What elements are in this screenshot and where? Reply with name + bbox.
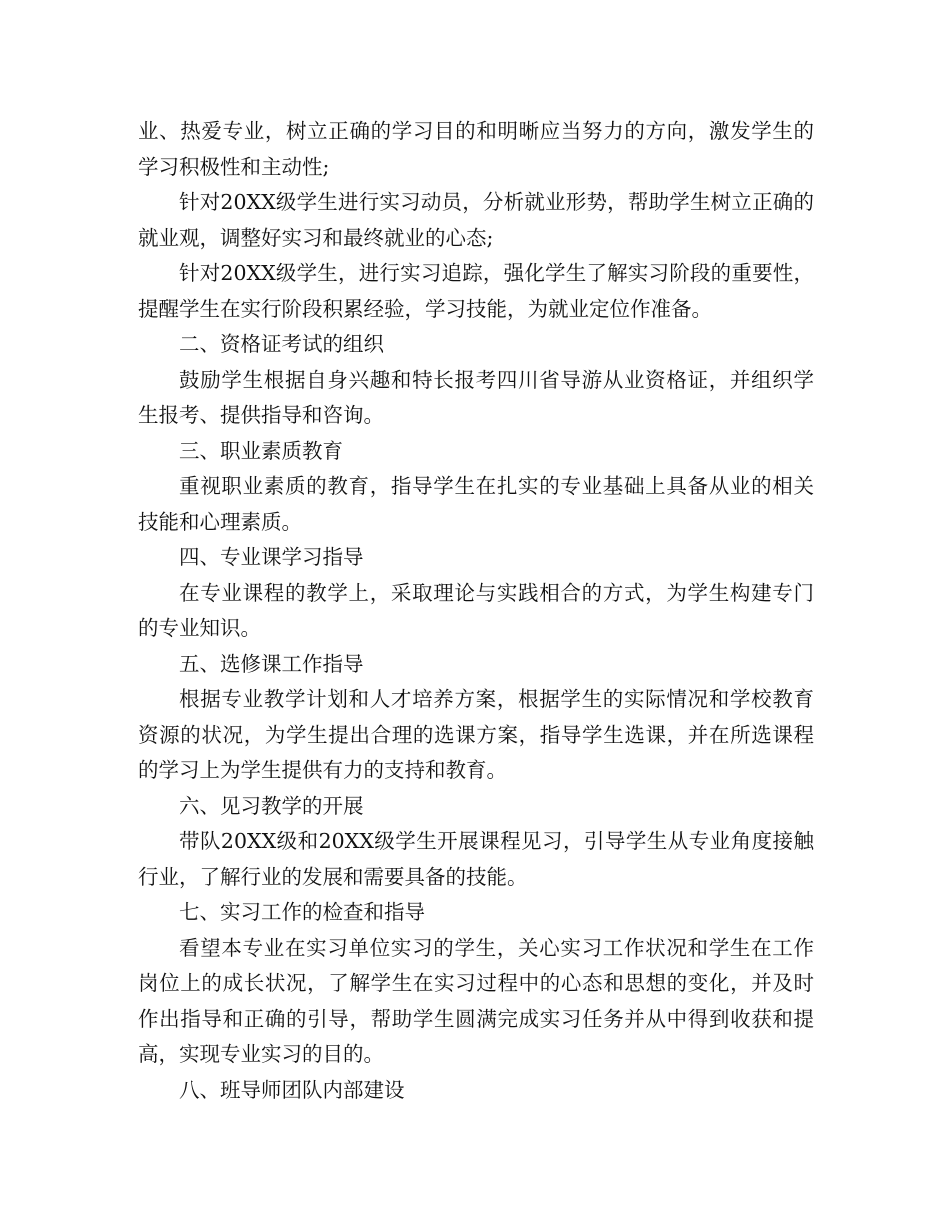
paragraph: 根据专业教学计划和人才培养方案，根据学生的实际情况和学校教育资源的状况，为学生提出合理的选课方案，指导学生选课，并在所选课程的学习上为学生提供有力的支持和教育。 <box>138 687 814 782</box>
section-heading: 四、专业课学习指导 <box>179 545 364 569</box>
paragraph: 看望本专业在实习单位实习的学生，关心实习工作状况和学生在工作岗位上的成长状况，了解学生在实习过程中的心态和思想的变化，并及时作出指导和正确的引导，帮助学生圆满完成实习任务并从中得到收获和提高，实现专业实习的目的。 <box>138 935 814 1066</box>
section-heading: 六、见习教学的开展 <box>179 793 364 818</box>
section-heading: 二、资格证考试的组织 <box>179 332 384 356</box>
paragraph: 重视职业素质的教育，指导学生在扎实的专业基础上具备从业的相关技能和心理素质。 <box>138 474 814 534</box>
paragraph: 在专业课程的教学上，采取理论与实践相合的方式，为学生构建专门的专业知识。 <box>138 580 814 640</box>
paragraph: 针对20XX级学生进行实习动员，分析就业形势，帮助学生树立正确的就业观，调整好实习和最终就业的心态; <box>138 190 814 250</box>
section-heading: 五、选修课工作指导 <box>179 651 364 676</box>
document-body <box>138 114 814 1108</box>
paragraph: 带队20XX级和20XX级学生开展课程见习，引导学生从专业角度接触行业，了解行业的发展和需要具备的技能。 <box>138 829 814 889</box>
paragraph: 针对20XX级学生，进行实习追踪，强化学生了解实习阶段的重要性，提醒学生在实行阶段积累经验，学习技能，为就业定位作准备。 <box>138 261 814 321</box>
paragraph: 鼓励学生根据自身兴趣和特长报考四川省导游从业资格证，并组织学生报考、提供指导和咨询。 <box>138 367 814 427</box>
section-heading: 八、班导师团队内部建设 <box>179 1077 405 1102</box>
section-heading: 三、职业素质教育 <box>179 438 343 463</box>
paragraph-continuation: 业、热爱专业，树立正确的学习目的和明晰应当努力的方向，激发学生的学习积极性和主动性; <box>138 119 814 179</box>
section-heading: 七、实习工作的检查和指导 <box>179 900 425 924</box>
